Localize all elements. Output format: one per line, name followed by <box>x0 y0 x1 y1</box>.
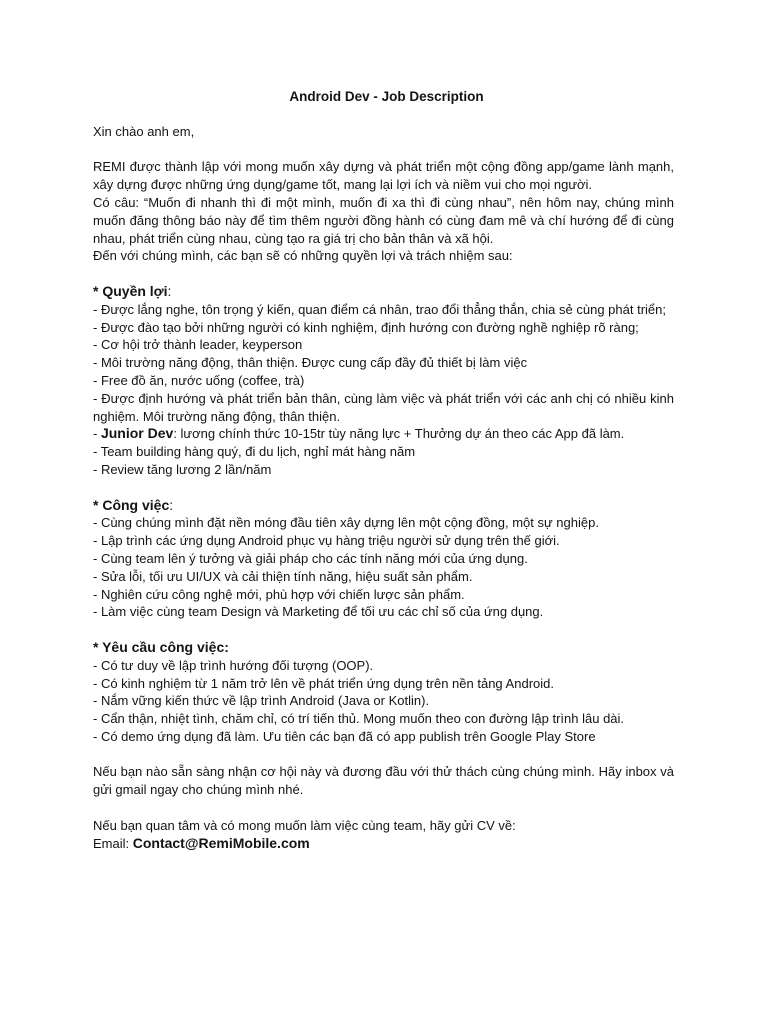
email-line <box>93 835 674 853</box>
list-item: - Được đào tạo bởi những người có kinh nghiệm, định hướng con đường nghề nghiệp rõ ràng; <box>93 319 639 335</box>
list-item: - Có tư duy về lập trình hướng đối tượng (OOP). <box>93 657 374 673</box>
spacer <box>93 621 674 639</box>
spacer <box>93 799 674 817</box>
list-item: - Môi trường năng động, thân thiện. Được cung cấp đầy đủ thiết bị làm việc <box>93 355 528 371</box>
list-item: - Được lắng nghe, tôn trọng ý kiến, quan điểm cá nhân, trao đổi thẳng thắn, chia sẻ cùng phát triển; <box>93 301 666 317</box>
document-page <box>93 88 674 852</box>
salary-role: Junior Dev <box>100 425 174 442</box>
list-item: - Sửa lỗi, tối ưu UI/UX và cải thiện tính năng, hiệu suất sản phẩm. <box>93 568 473 584</box>
list-item: - Cơ hội trở thành leader, keyperson <box>93 337 303 353</box>
list-item: - Có kinh nghiệm từ 1 năm trở lên về phát triển ứng dụng trên nền tảng Android. <box>93 675 554 691</box>
list-item: - Cùng chúng mình đặt nền móng đầu tiên xây dựng lên một cộng đồng, một sự nghiệp. <box>93 515 599 531</box>
work-heading-colon: : <box>169 496 174 513</box>
list-item: - Có demo ứng dụng đã làm. Ưu tiên các bạn đã có app publish trên Google Play Store <box>93 728 596 744</box>
email-address[interactable]: Contact@RemiMobile.com <box>132 834 310 851</box>
document-title: Android Dev - Job Description <box>289 89 484 104</box>
benefits-heading-colon: : <box>167 282 172 299</box>
list-item: - Làm việc cùng team Design và Marketing để tối ưu các chỉ số của ứng dụng. <box>93 604 544 620</box>
list-item: - Cùng team lên ý tưởng và giải pháp cho các tính năng mới của ứng dụng. <box>93 550 528 566</box>
benefits-list <box>93 301 674 479</box>
spacer <box>93 141 674 159</box>
intro-paragraph-3: Đến với chúng mình, các bạn sẽ có những quyền lợi và trách nhiệm sau: <box>93 248 513 264</box>
spacer <box>93 265 674 283</box>
list-item: - Lập trình các ứng dụng Android phục vụ hàng triệu người sử dụng trên thế giới. <box>93 533 560 549</box>
email-label: Email: <box>93 835 133 851</box>
spacer <box>93 479 674 497</box>
greeting: Xin chào anh em, <box>93 123 195 139</box>
intro-paragraph-1: REMI được thành lập với mong muốn xây dựng và phát triển một cộng đồng app/game lành mạnh, xây dựng được những ứng dụng/game tốt, mang lại lợi ích và niềm vui cho mọi người. <box>93 159 674 193</box>
requirements-list <box>93 657 674 746</box>
list-item: - Nắm vững kiến thức về lập trình Android (Java or Kotlin). <box>93 693 430 709</box>
benefits-heading <box>93 283 674 301</box>
work-heading <box>93 497 674 515</box>
closing-paragraph: Nếu bạn nào sẵn sàng nhận cơ hội này và đương đầu với thử thách cùng chúng mình. Hãy inbox và gửi gmail ngay cho chúng mình nhé. <box>93 764 674 798</box>
benefits-heading-text: * Quyền lợi <box>93 282 168 299</box>
intro-paragraph-2: Có câu: “Muốn đi nhanh thì đi một mình, muốn đi xa thì đi cùng nhau”, nên hôm nay, chúng mình muốn đăng thông báo này để tìm thêm người đồng hành có cùng đam mê và chí hướng để đi cùng nhau, phát triển cùng nhau, cùng tạo ra giá trị cho bản thân và xã hội. <box>93 194 674 246</box>
work-heading-text: * Công việc <box>93 496 170 513</box>
salary-prefix: - <box>93 426 101 442</box>
salary-text: : lương chính thức 10-15tr tùy năng lực + Thưởng dự án theo các App đã làm. <box>173 426 625 442</box>
list-item: - Được định hướng và phát triển bản thân, cùng làm việc và phát triển với các anh chị có nhiều kinh nghiệm. Môi trường năng động, thân thiện. <box>93 390 674 424</box>
list-item: - Team building hàng quý, đi du lịch, nghỉ mát hàng năm <box>93 444 416 460</box>
cv-note: Nếu bạn quan tâm và có mong muốn làm việc cùng team, hãy gửi CV về: <box>93 817 516 833</box>
requirements-heading: * Yêu cầu công việc: <box>93 638 229 655</box>
spacer <box>93 746 674 764</box>
list-item: - Nghiên cứu công nghệ mới, phù hợp với chiến lược sản phẩm. <box>93 586 465 602</box>
salary-item <box>93 425 674 443</box>
list-item: - Cẩn thận, nhiệt tình, chăm chỉ, có trí tiến thủ. Mong muốn theo con đường lập trình lâu dài. <box>93 711 625 727</box>
work-list <box>93 514 674 621</box>
list-item: - Review tăng lương 2 lần/năm <box>93 461 272 477</box>
list-item: - Free đồ ăn, nước uống (coffee, trà) <box>93 372 305 388</box>
